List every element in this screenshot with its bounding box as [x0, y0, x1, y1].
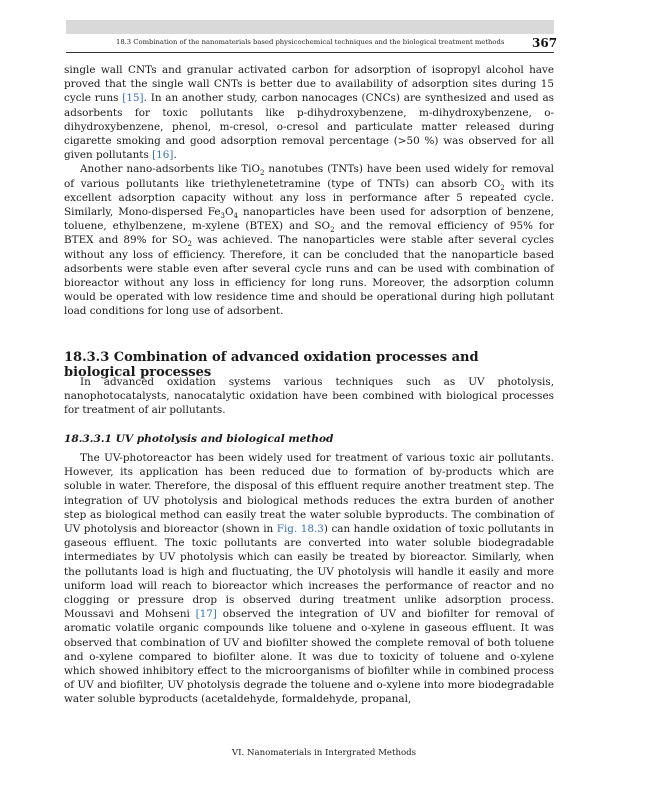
header-rule: [66, 52, 554, 53]
paragraph-3: In advanced oxidation systems various techniques such as UV photolysis, nanophotocatalysts, nanocatalytic oxidation have been combined with biological processes for treatment of air pollutants.: [64, 376, 554, 417]
subsection-heading: 18.3.3.1 UV photolysis and biological method: [64, 433, 334, 445]
body-text-top: [64, 63, 554, 319]
body-text-section: [64, 375, 554, 418]
running-title: 18.3 Combination of the nanomaterials based physicochemical techniques and the biological treatment methods: [116, 38, 505, 46]
footer: VI. Nanomaterials in Intergrated Methods: [231, 748, 417, 758]
citation-link[interactable]: [16]: [152, 149, 174, 162]
header-bar: [66, 20, 554, 34]
body-text-subsection: [64, 451, 554, 707]
paragraph-4: The UV-photoreactor has been widely used for treatment of various toxic air pollutants. However, its application has been reduced due to formation of by-products which are soluble in water. Therefore, the disposal of this effluent require another treatment step. The integration of UV photolysis and biological methods reduces the extra burden of another step as biological method can easily treat the water soluble byproducts. The combination of UV photolysis and bioreactor (shown in Fig. 18.3) can handle oxidation of toxic pollutants in gaseous effluent. The toxic pollutants are converted into water soluble biodegradable intermediates by UV photolysis which can easily be treated by bioreactor. Similarly, when the pollutants load is high and fluctuating, the UV photolysis will handle it easily and more uniform load will reach to bioreactor which increases the performance of reactor and no clogging or pressure drop is observed during treatment unlike adsorption process. Moussavi and Mohseni [17] observed the integration of UV and biofilter for removal of aromatic volatile organic compounds like toluene and o-xylene in gaseous effluent. It was observed that combination of UV and biofilter showed the complete removal of both toluene and o-xylene compared to biofilter alone. It was due to toxicity of toluene and o-xylene which showed inhibitory effect to the microorganisms of biofilter while in combined process of UV and biofilter, UV photolysis degrade the toluene and o-xylene into more biodegradable water soluble byproducts (acetaldehyde, formaldehyde, propanal,: [64, 452, 554, 706]
citation-link[interactable]: [17]: [195, 608, 217, 621]
citation-link[interactable]: [15]: [122, 92, 144, 105]
figure-link[interactable]: Fig. 18.3: [276, 523, 324, 536]
paragraph-2: Another nano-adsorbents like TiO$_2$ nanotubes (TNTs) have been used widely for removal of various pollutants like triethylenetetramine (type of TNTs) can absorb $CO_2$ with its excellent adsorption capacity without any loss in performance after 5 repeated cycle. Similarly, Mono-dispersed $Fe_3O_4$ nanoparticles have been used for adsorption of benzene, toluene, ethylbenzene, m-xylene (BTEX) and $SO_2$ and the removal efficiency of 95% for BTEX and 89% for $SO_2$ was achieved. The nanoparticles were stable after several cycles without any loss of efficiency. Therefore, it can be concluded that the nanoparticle based adsorbents were stable even after several cycle runs and can be used with combination of bioreactor without any loss in efficiency for long runs. Moreover, the adsorption column would be operated with low residence time and should be operational during high pollutant load conditions for long use of adsorbent.: [64, 163, 554, 318]
page-number: 367: [532, 36, 558, 50]
paragraph-1: single wall CNTs and granular activated carbon for adsorption of isopropyl alcohol have proved that the single wall CNTs is better due to availability of adsorption sites during 15 cycle runs [15]. In an another study, carbon nanocages (CNCs) are synthesized and used as adsorbents for toxic pollutants like p-dihydroxybenzene, m-dihydroxybenzene, o-dihydroxybenzene, phenol, m-cresol, o-cresol and particulate matter released during cigarette smoking and good adsorption removal percentage (>50 %) was observed for all given pollutants [16].: [64, 64, 554, 162]
section-heading: 18.3.3 Combination of advanced oxidation processes and biological processes: [64, 350, 479, 380]
